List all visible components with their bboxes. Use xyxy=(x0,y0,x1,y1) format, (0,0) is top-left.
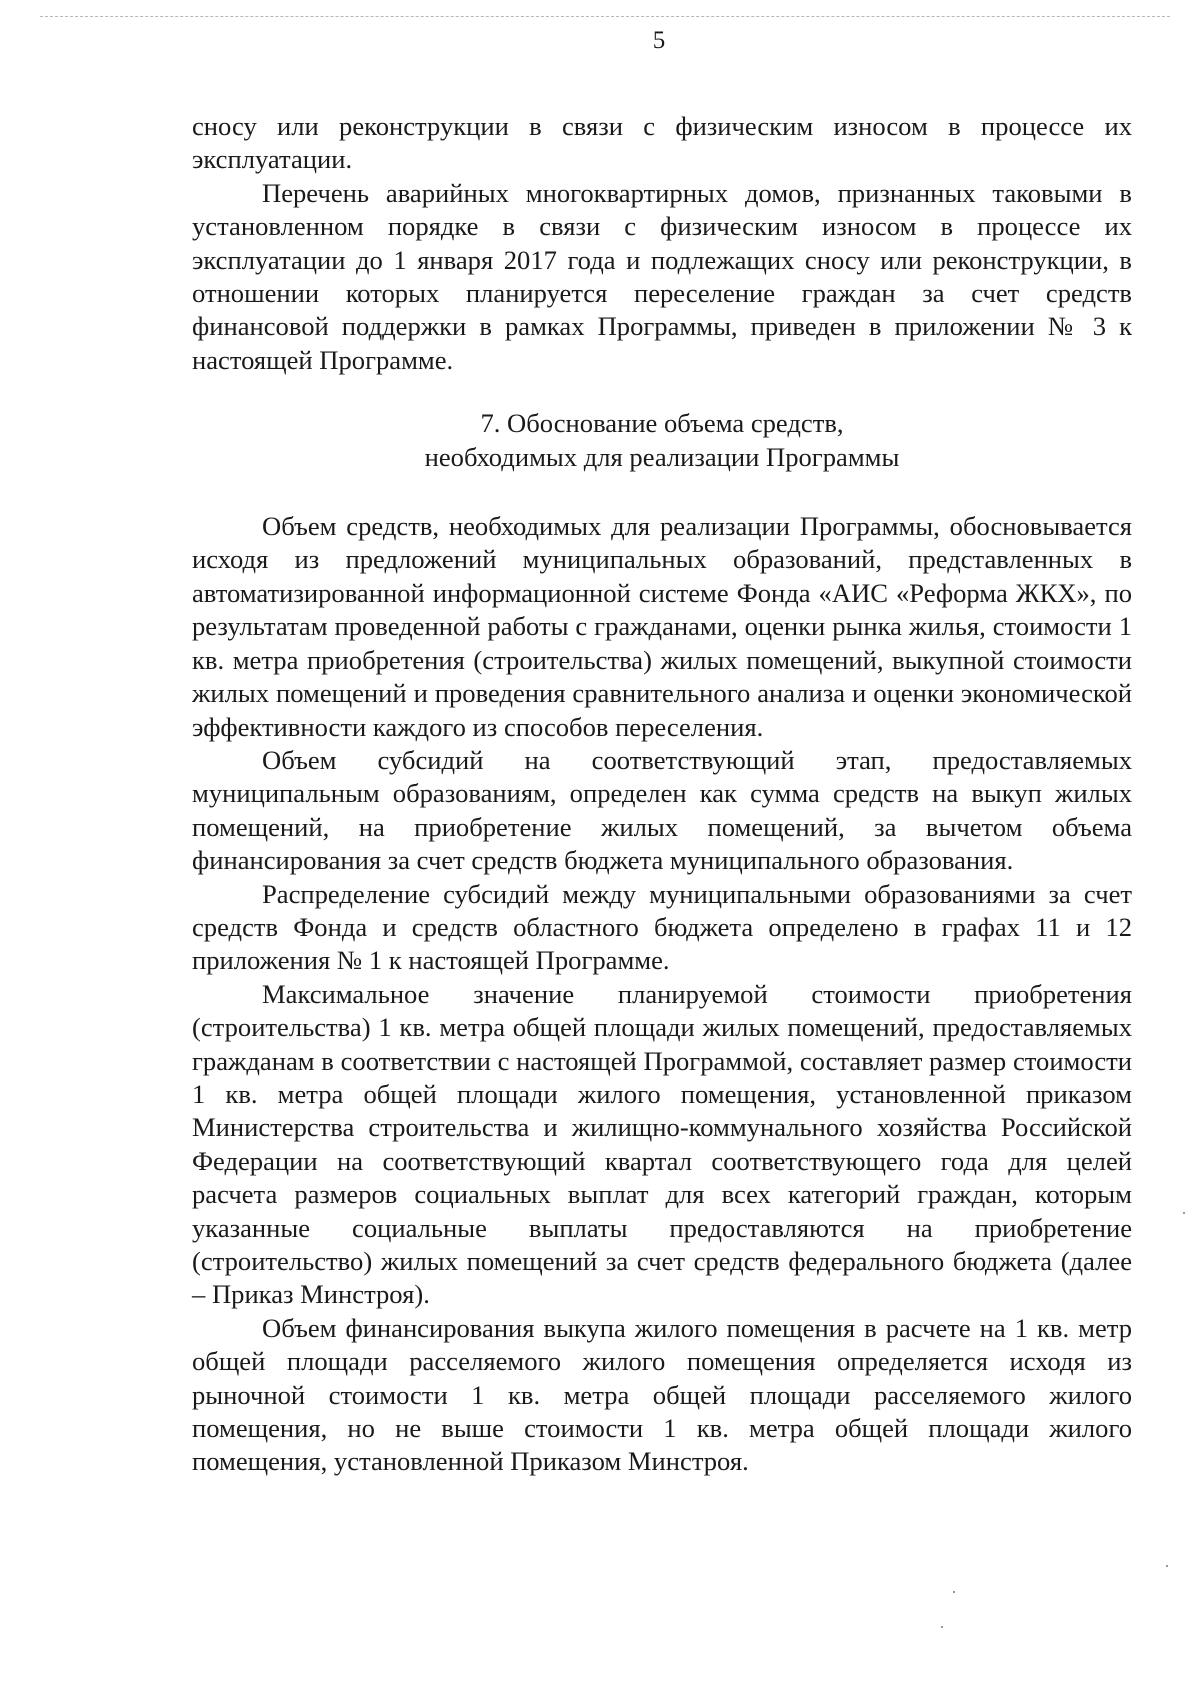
paragraph-emergency-houses-list: Перечень аварийных многоквартирных домов, признанных таковыми в установленном порядке в связи с физическим износом в процессе их эксплуатации до 1 января 2017 года и подлежащих сносу или реконструкции, в отношении которых планируется переселение граждан за счет средств финансовой поддержки в рамках Программы, приведен в приложении № 3 к настоящей Программе. xyxy=(192,177,1132,375)
scan-speck xyxy=(941,1626,943,1628)
paragraph-max-cost: Максимальное значение планируемой стоимости приобретения (строительства) 1 кв. метра общей площади жилых помещений, предоставляемых гражданам в соответствии с настоящей Программой, составляет размер стоимости 1 кв. метра общей площади жилого помещения, установленной приказом Министерства строительства и жилищно-коммунального хозяйства Российской Федерации на соответствующий квартал соответствующего года для целей расчета размеров социальных выплат для всех категорий граждан, которым указанные социальные выплаты предоставляются на приобретение (строительство) жилых помещений за счет средств федерального бюджета (далее – Приказ Минстроя). xyxy=(192,978,1132,1310)
paragraph-subsidy-volume: Объем субсидий на соответствующий этап, предоставляемых муниципальным образованиям, определен как сумма средств на выкуп жилых помещений, на приобретение жилых помещений, за вычетом объема финансирования за счет средств бюджета муниципального образования. xyxy=(192,744,1132,876)
paragraph-continuation: сносу или реконструкции в связи с физическим износом в процессе их эксплуатации. xyxy=(192,111,1132,175)
paragraph-funds-justification: Объем средств, необходимых для реализации Программы, обосновывается исходя из предложений муниципальных образований, представленных в автоматизированной информационной системе Фонда «АИС «Реформа ЖКХ», по результатам проведенной работы с гражданами, оценки рынка жилья, стоимости 1 кв. метра приобретения (строительства) жилых помещений, выкупной стоимости жилых помещений и проведения сравнительного анализа и оценки экономической эффективности каждого из способов переселения. xyxy=(192,511,1132,742)
scan-speck xyxy=(953,1591,955,1593)
section-heading-line-2: необходимых для реализации Программы xyxy=(424,441,900,472)
paragraph-subsidy-distribution: Распределение субсидий между муниципальными образованиями за счет средств Фонда и средств областного бюджета определено в графах 11 и 12 приложения № 1 к настоящей Программе. xyxy=(192,878,1132,976)
scan-speck xyxy=(1166,1565,1168,1567)
section-heading xyxy=(192,407,1132,474)
document-body xyxy=(192,110,1132,1479)
section-heading-line-1: 7. Обоснование объема средств, xyxy=(480,408,844,439)
page-number: 5 xyxy=(652,27,666,54)
scan-speck xyxy=(1183,1212,1185,1214)
paragraph-buyout-financing: Объем финансирования выкупа жилого помещения в расчете на 1 кв. метр общей площади расселяемого жилого помещения определяется исходя из рыночной стоимости 1 кв. метра общей площади расселяемого жилого помещения, но не выше стоимости 1 кв. метра общей площади жилого помещения, установленной Приказом Минстроя. xyxy=(192,1312,1132,1477)
scan-edge-line xyxy=(40,16,1170,17)
